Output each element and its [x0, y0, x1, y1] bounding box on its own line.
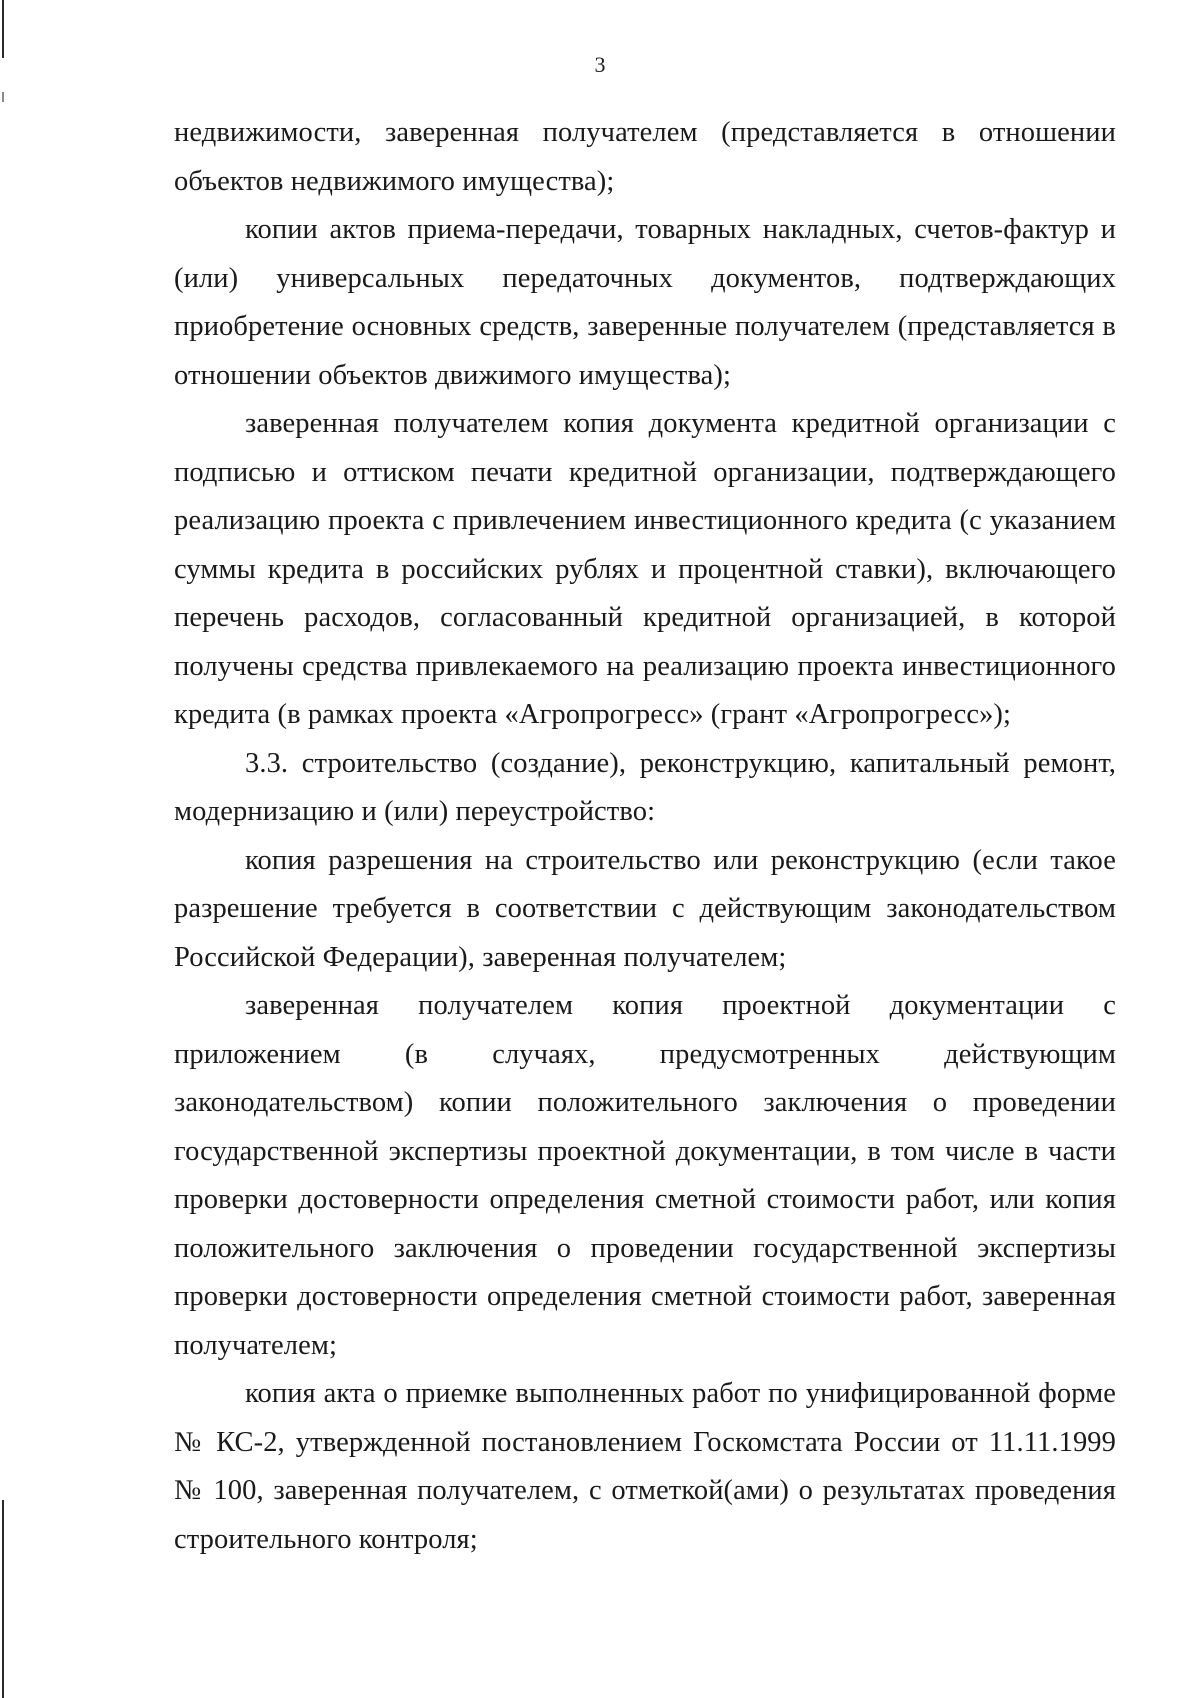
paragraph-ks2-act: копия акта о приемке выполненных работ по унифицированной форме № КС-2, утвержденной постановлением Госкомстата России от 11.11.1999 № 100, заверенная получателем, с отметкой(ами) о результатах проведения строительного контроля;: [174, 1378, 1116, 1555]
paragraph-credit-org-docs: заверенная получателем копия документа кредитной организации с подписью и оттиском печати кредитной организации, подтверждающего реализацию проекта с привлечением инвестиционного кредита (с указанием суммы кредита в российских рублях и процентной ставки), включающего перечень расходов, согласованный кредитной организацией, в которой получены средства привлекаемого на реализацию проекта инвестиционного кредита (в рамках проекта «Агропрогресс» (грант «Агропрогресс»);: [174, 408, 1116, 730]
page-number: 3: [594, 52, 606, 77]
paragraph-continuation: недвижимости, заверенная получателем (представляется в отношении объектов недвижимого имущества);: [174, 117, 1116, 197]
paragraph-project-documentation: заверенная получателем копия проектной документации с приложением (в случаях, предусмотренных действующим законодательством) копии положительного заключения о проведении государственной экспертизы проектной документации, в том числе в части проверки достоверности определения сметной стоимости работ, или копия положительного заключения о проведении государственной экспертизы проверки достоверности определения сметной стоимости работ, заверенная получателем;: [174, 990, 1116, 1361]
document-body: [174, 109, 1116, 1564]
paragraph-section-3-3: 3.3. строительство (создание), реконструкцию, капитальный ремонт, модернизацию и (или) переустройство:: [174, 747, 1116, 827]
paragraph-building-permit: копия разрешения на строительство или реконструкцию (если такое разрешение требуется в соответствии с действующим законодательством Российской Федерации), заверенная получателем;: [174, 844, 1116, 973]
scan-edge-bottom: [2, 1500, 4, 1698]
scan-edge-mark: [2, 92, 4, 102]
paragraph-movable-property-docs: копии актов приема-передачи, товарных накладных, счетов-фактур и (или) универсальных передаточных документов, подтверждающих приобретение основных средств, заверенные получателем (представляется в отношении объектов движимого имущества);: [174, 214, 1116, 391]
